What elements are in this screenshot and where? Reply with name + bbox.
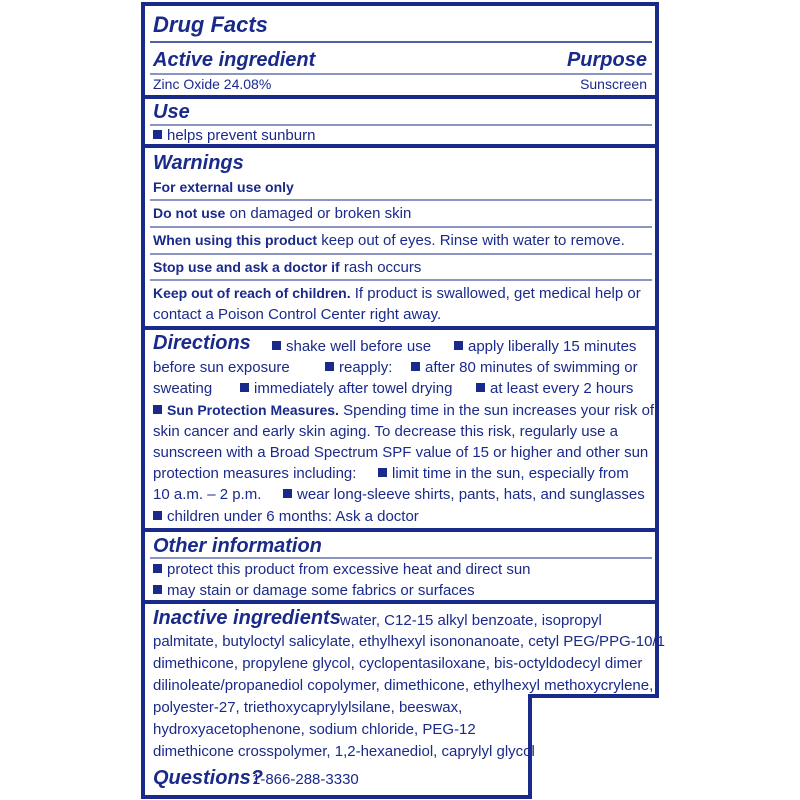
dir-limit: limit time in the sun, especially from: [378, 463, 629, 484]
warnings-heading: Warnings: [153, 152, 244, 174]
bullet-square: [325, 362, 334, 371]
bullet-square: [272, 341, 281, 350]
dir-after-80-line2: sweating: [153, 380, 213, 397]
dir-spm-line3: sunscreen with a Broad Spectrum SPF value of 15 or higher and other sun: [153, 444, 649, 461]
do-not-use: Do not use on damaged or broken skin: [153, 205, 412, 222]
directions-heading: Directions: [153, 332, 251, 354]
inactive-line-3: dimethicone, propylene glycol, cyclopentasiloxane, bis-octyldodecyl dimer: [153, 655, 643, 672]
bullet-square: [283, 489, 292, 498]
stop-use: Stop use and ask a doctor if rash occurs: [153, 259, 422, 276]
bullet-square: [240, 383, 249, 392]
dir-apply: apply liberally 15 minutes: [454, 336, 636, 357]
questions-heading: Questions?: [153, 767, 264, 789]
bullet-square: [454, 341, 463, 350]
keep-out-reach-line2: contact a Poison Control Center right away.: [153, 306, 442, 323]
keep-out-reach: Keep out of reach of children. If product is swallowed, get medical help or: [153, 285, 641, 302]
bullet-square: [153, 585, 162, 594]
dir-after-80: after 80 minutes of swimming or: [411, 357, 638, 378]
other-info-heading: Other information: [153, 535, 322, 557]
purpose-heading: Purpose: [566, 49, 647, 71]
dir-spm: Sun Protection Measures. Spending time in the sun increases your risk of: [153, 400, 654, 421]
inactive-heading: Inactive ingredients: [153, 607, 341, 629]
dir-spm-line2: skin cancer and early skin aging. To decrease this risk, regularly use a: [153, 423, 618, 440]
bullet-square: [153, 564, 162, 573]
inactive-line-1: water, C12-15 alkyl benzoate, isopropyl: [340, 612, 602, 629]
dir-children: children under 6 months: Ask a doctor: [153, 506, 419, 527]
dir-wear: wear long-sleeve shirts, pants, hats, and sunglasses: [283, 484, 645, 505]
bullet-square: [153, 130, 162, 139]
questions-phone: 1-866-288-3330: [252, 771, 359, 788]
inactive-line-6: hydroxyacetophenone, sodium chloride, PEG-12: [153, 721, 476, 738]
bullet-square: [153, 511, 162, 520]
purpose-value: Sunscreen: [580, 76, 647, 92]
use-item: helps prevent sunburn: [153, 125, 315, 146]
other-item-1: protect this product from excessive heat and direct sun: [153, 559, 531, 580]
bullet-square: [476, 383, 485, 392]
external-use: For external use only: [153, 179, 294, 195]
inactive-line-4: dilinoleate/propanediol copolymer, dimethicone, ethylhexyl methoxycrylene,: [153, 677, 654, 694]
bullet-square: [411, 362, 420, 371]
inactive-line-2: palmitate, butyloctyl salicylate, ethylhexyl isononanoate, cetyl PEG/PPG-10/1: [153, 633, 665, 650]
inactive-line-5: polyester-27, triethoxycaprylylsilane, beeswax,: [153, 699, 463, 716]
dir-reapply: reapply:: [325, 357, 392, 378]
other-item-2: may stain or damage some fabrics or surfaces: [153, 580, 475, 601]
active-ingredient-value: Zinc Oxide 24.08%: [153, 76, 272, 92]
bullet-square: [153, 405, 162, 414]
bullet-square: [378, 468, 387, 477]
dir-every-2: at least every 2 hours: [476, 378, 633, 399]
dir-shake: shake well before use: [272, 336, 431, 357]
dir-spm-line4: protection measures including:: [153, 465, 357, 482]
inactive-line-7: dimethicone crosspolymer, 1,2-hexanediol, caprylyl glycol: [153, 743, 535, 760]
dir-towel: immediately after towel drying: [240, 378, 452, 399]
use-heading: Use: [153, 101, 190, 123]
active-ingredient-heading: Active ingredient: [153, 49, 316, 71]
when-using: When using this product keep out of eyes. Rinse with water to remove.: [153, 232, 625, 249]
drug-facts-title: Drug Facts: [153, 12, 268, 37]
dir-apply-line2: before sun exposure: [153, 359, 290, 376]
dir-limit-line2: 10 a.m. – 2 p.m.: [153, 486, 262, 503]
